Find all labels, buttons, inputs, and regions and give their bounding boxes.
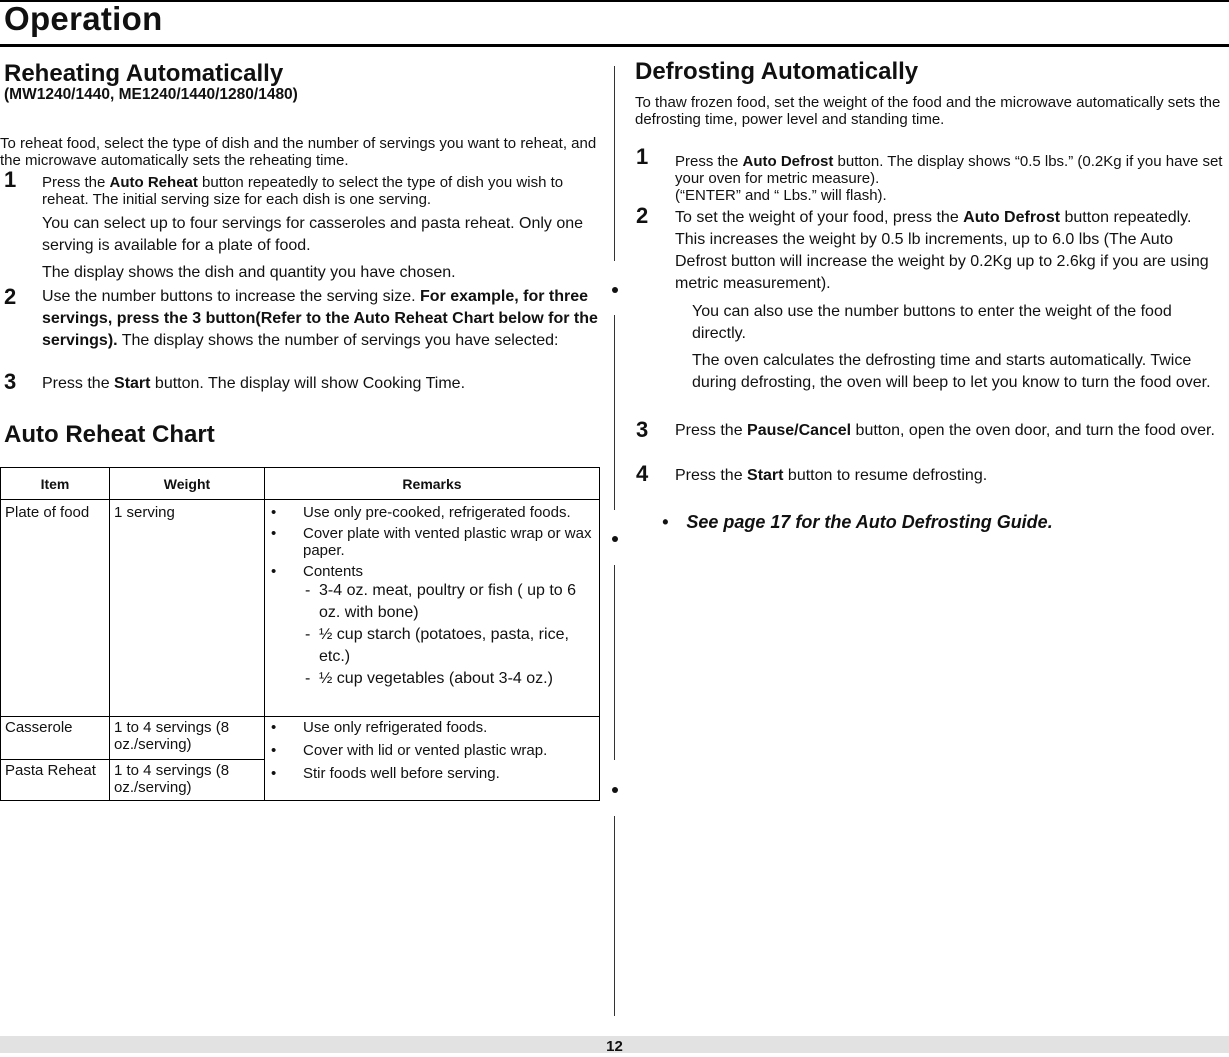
remark-item: • Stir foods well before serving. [271,765,500,782]
models-note: (MW1240/1440, ME1240/1440/1280/1480) [4,86,298,103]
remark-item: • Use only pre-cooked, refrigerated foods. [271,504,571,521]
divider-dot [612,787,618,793]
column-divider [614,315,615,510]
auto-reheat-table [0,467,600,801]
step-number: 2 [4,284,17,309]
column-divider [614,816,615,1016]
page-number: 12 [0,1036,1229,1053]
title-rule [0,44,1229,47]
column-header: Remarks [265,468,600,500]
column-divider [614,66,615,261]
defrost-step-2-detail: You can also use the number buttons to enter the weight of the food directly. [692,303,1172,342]
column-header: Item [1,468,110,500]
remark-item: • Contents [271,563,364,580]
reheat-step-3: Press the Start button. The display will show Cooking Time. [42,375,466,392]
step-number: 3 [4,369,17,394]
contents-item: - 3-4 oz. meat, poultry or fish ( up to 6 oz. with bone) [305,582,577,621]
defrost-intro: To thaw frozen food, set the weight of the food and the microwave automatically sets the defrosting time, power level and standing time. [635,94,1221,128]
step-number: 4 [636,461,649,486]
step-number: 1 [636,144,649,169]
step-number: 1 [4,167,17,192]
column-header: Weight [110,468,265,500]
reheat-step-1: Press the Auto Reheat button repeatedly to select the type of dish you wish to reheat. The initial serving size for each dish is one serving. [42,174,564,208]
defrost-step-2-auto: The oven calculates the defrosting time and starts automatically. Twice during defrosting, the oven will beep to let you know to turn the food over. [692,352,1211,391]
weight-cell: 1 to 4 servings (8 oz./serving) [110,760,265,801]
weight-cell: 1 to 4 servings (8 oz./serving) [110,717,265,760]
chart-heading: Auto Reheat Chart [4,421,215,448]
item-cell: Casserole [1,717,110,760]
page-title: Operation [4,0,163,37]
defrost-step-1: Press the Auto Defrost button. The display shows “0.5 lbs.” (0.2Kg if you have set your oven for metric measure). (“ENTER” and “ Lbs.” will flash). [675,153,1223,204]
reheat-step-1-display: The display shows the dish and quantity you have chosen. [42,264,456,281]
contents-item: - ½ cup starch (potatoes, pasta, rice, etc.) [305,626,569,665]
remark-item: • Use only refrigerated foods. [271,719,488,736]
top-rule [0,0,1229,2]
reheat-intro: To reheat food, select the type of dish and the number of servings you want to reheat, and the microwave automatically sets the reheating time. [0,135,597,169]
column-divider [614,565,615,760]
contents-item: - ½ cup vegetables (about 3-4 oz.) [305,670,553,687]
weight-cell: 1 serving [110,500,265,717]
remark-item: • Cover with lid or vented plastic wrap. [271,742,548,759]
divider-dot [612,287,618,293]
remarks-cell [265,500,600,717]
reheat-step-2: Use the number buttons to increase the serving size. For example, for three servings, press the 3 button(Refer to the Auto Reheat Chart below for the servings). The display shows the number of servings you have selected: [42,288,598,349]
defrost-step-2: To set the weight of your food, press the Auto Defrost button repeatedly. This increases the weight by 0.5 lb increments, up to 6.0 lbs (The Auto Defrost button will increase the weight by 0.2Kg up to 2.6kg if you are using metric measurement). [675,209,1209,292]
step-number: 2 [636,203,649,228]
reheat-heading: Reheating Automatically [4,60,284,87]
divider-dot [612,536,618,542]
step-number: 3 [636,417,649,442]
remarks-cell [265,717,600,801]
auto-defrost-guide-note: • See page 17 for the Auto Defrosting Guide. [662,512,1053,532]
table-row [1,717,600,760]
defrost-step-4: Press the Start button to resume defrosting. [675,467,988,484]
table-row [1,500,600,717]
item-cell: Pasta Reheat [1,760,110,801]
item-cell: Plate of food [1,500,110,717]
defrost-step-3: Press the Pause/Cancel button, open the oven door, and turn the food over. [675,422,1215,439]
table-header-row [1,468,600,500]
remark-item: • Cover plate with vented plastic wrap or wax paper. [271,525,592,559]
defrost-heading: Defrosting Automatically [635,58,919,85]
reheat-step-1-detail: You can select up to four servings for casseroles and pasta reheat. Only one serving is available for a plate of food. [42,215,584,254]
